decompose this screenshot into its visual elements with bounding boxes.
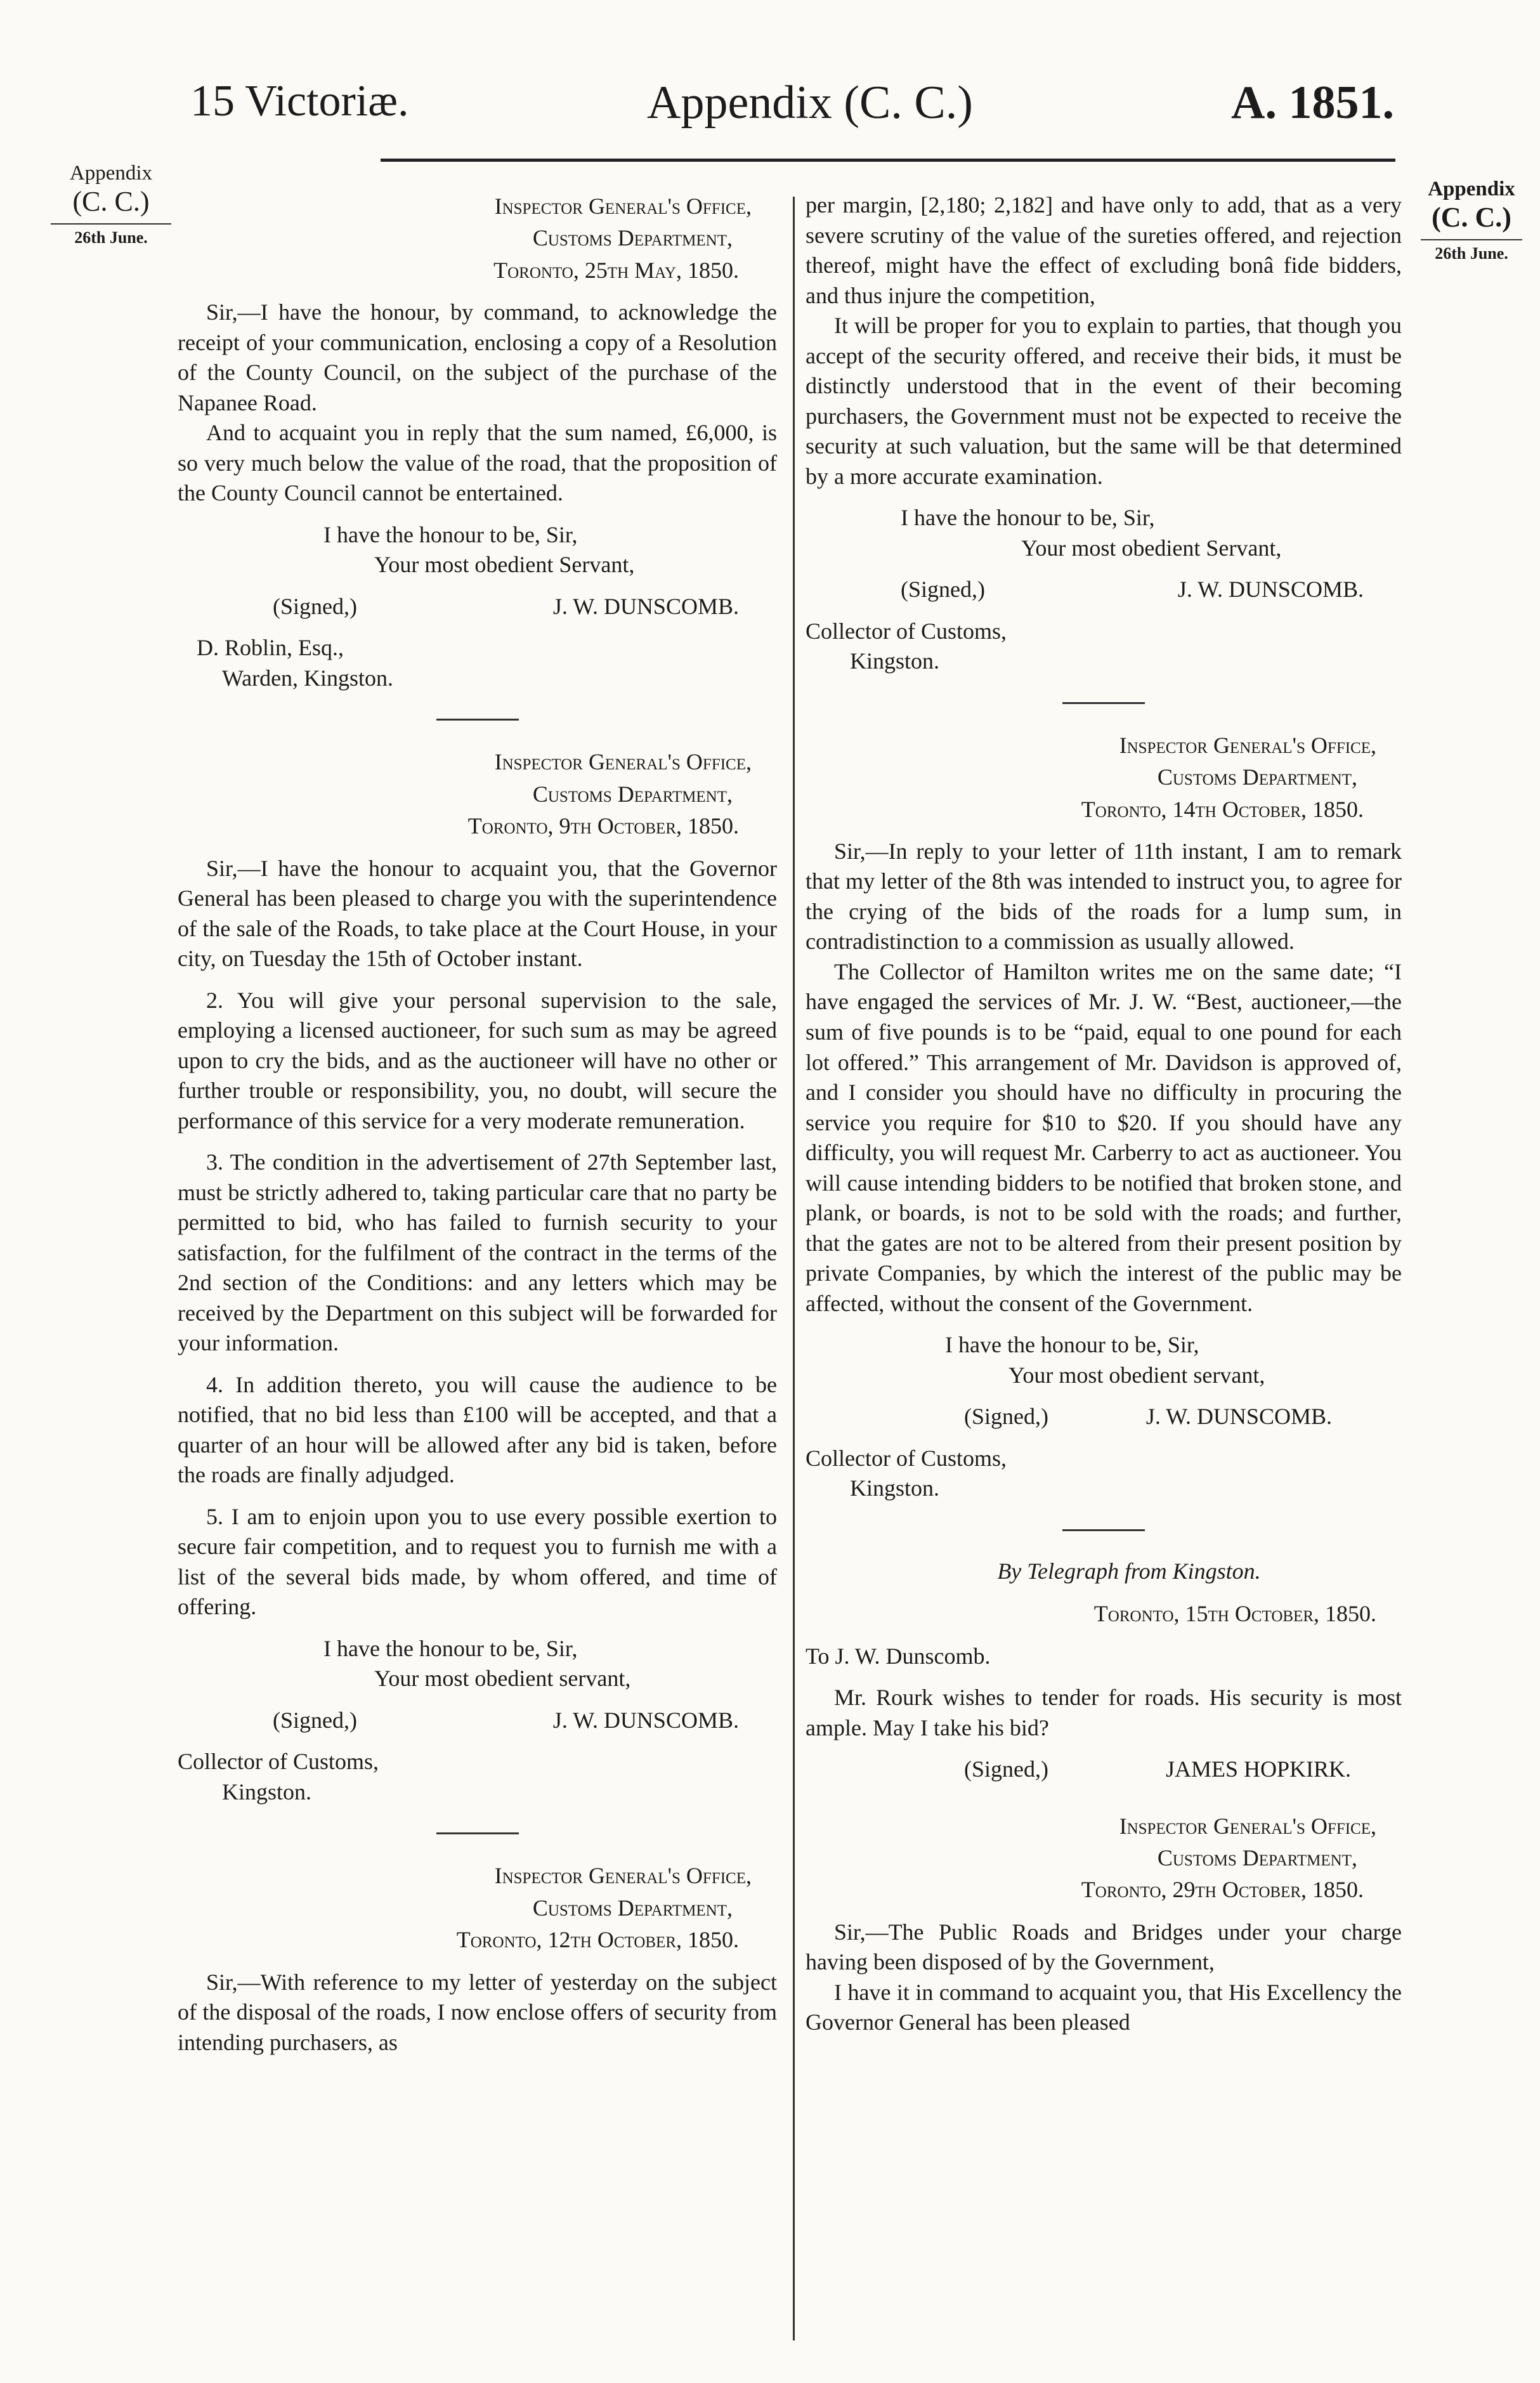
letter-paragraph: 3. The condition in the advertisement of 27th September last, must be strictly adhered to, taking particular care that no party be permitted to bid, who has failed to furnish security to your satisfaction, for the fulfilment of the contract in the terms of the 2nd section of the Conditions: and any letters which may be received by the Department on this subject will be forwarded for your information.: [178, 1149, 777, 1356]
signer-name: J. W. DUNSCOMB.: [1177, 577, 1364, 603]
margin-note-date: 26th June.: [74, 228, 148, 247]
signed-label: (Signed,): [964, 1756, 1048, 1782]
letter-heading: [806, 1810, 1402, 1906]
signer-name: JAMES HOPKIRK.: [1165, 1756, 1351, 1782]
heading-department: Customs Department,: [532, 225, 733, 251]
margin-note-label: Appendix: [1428, 178, 1515, 200]
signed-label: (Signed,): [273, 1707, 357, 1733]
closing-servant: Your most obedient Servant,: [374, 552, 635, 578]
letter-separator: [1062, 702, 1145, 704]
letter-9-october: [178, 746, 777, 1807]
letter-heading: [178, 190, 777, 286]
letter-heading: [806, 729, 1402, 825]
header-session: 15 Victoriæ.: [190, 77, 409, 126]
letter-paragraph: Sir,—I have the honour to acquaint you, that the Governor General has been pleased to charge you with the superintendence of the sale of the Roads, to take place at the Court House, in your city, on Tuesday the 15th of October instant.: [178, 855, 777, 972]
heading-date: Toronto, 15th October, 1850.: [1093, 1601, 1376, 1627]
left-column: [178, 190, 777, 2058]
margin-note-rule: [51, 223, 171, 225]
telegraph-date: [806, 1598, 1402, 1629]
margin-note-code: (C. C.): [1432, 201, 1511, 233]
closing-servant: Your most obedient Servant,: [1021, 535, 1282, 561]
closing-line: I have the honour to be, Sir,: [323, 521, 578, 547]
closing-line: I have the honour to be, Sir,: [323, 1635, 578, 1661]
letter-29-october: [806, 1810, 1402, 2038]
letter-paragraph: 2. You will give your personal supervision to the sale, employing a licensed auctioneer, for such sum as may be agreed upon to cry the bids, and as the auctioneer will have no other or further trouble or responsibility, you, no doubt, will secure the performance of this service for a very moderate remuneration.: [178, 987, 777, 1133]
letter-paragraph: Sir,—In reply to your letter of 11th instant, I am to remark that my letter of the 8th was intended to instruct you, to agree for the crying of the bids of the roads for a lump sum, in contradistinction to a commission as usually allowed.: [806, 838, 1402, 955]
signature: [806, 1402, 1402, 1432]
addressee-title: Collector of Customs,: [178, 1749, 379, 1775]
addressee-place: Kingston.: [850, 1475, 940, 1501]
margin-note-date: 26th June.: [1435, 244, 1508, 263]
addressee-place: Kingston.: [222, 1779, 312, 1805]
addressee-title: Warden, Kingston.: [222, 665, 394, 691]
letter-25-may: [178, 190, 777, 693]
right-column: [806, 190, 1402, 2038]
heading-office: Inspector General's Office,: [494, 1863, 752, 1889]
letter-separator: [436, 1832, 519, 1834]
heading-date: Toronto, 9th October, 1850.: [467, 813, 739, 839]
addressee-title: Collector of Customs,: [806, 618, 1007, 644]
letter-12-october: [178, 1860, 777, 2058]
heading-department: Customs Department,: [1157, 764, 1357, 790]
margin-note-right: [1414, 178, 1529, 263]
telegraph-message: [806, 1557, 1402, 1785]
closing-servant: Your most obedient servant,: [1008, 1362, 1265, 1388]
heading-department: Customs Department,: [532, 781, 733, 807]
heading-date: Toronto, 29th October, 1850.: [1081, 1877, 1364, 1903]
letter-separator: [1062, 1529, 1145, 1531]
signature: [806, 1754, 1402, 1785]
heading-date: Toronto, 12th October, 1850.: [456, 1927, 739, 1953]
header-year: A. 1851.: [1231, 77, 1394, 129]
heading-department: Customs Department,: [1157, 1845, 1357, 1871]
signed-label: (Signed,): [901, 577, 985, 603]
signer-name: J. W. DUNSCOMB.: [552, 593, 739, 619]
signed-label: (Signed,): [273, 593, 357, 619]
closing-servant: Your most obedient servant,: [374, 1666, 631, 1692]
heading-date: Toronto, 14th October, 1850.: [1081, 796, 1364, 822]
signer-name: J. W. DUNSCOMB.: [1145, 1404, 1332, 1430]
letter-paragraph: It will be proper for you to explain to parties, that though you accept of the security offered, and receive their bids, it must be distinctly understood that in the event of their becoming purchasers, the Government must not be expected to receive the security at such valuation, but the same will be that determined by a more accurate examination.: [806, 313, 1402, 489]
letter-paragraph: And to acquaint you in reply that the sum named, £6,000, is so very much below the value of the road, that the proposition of the County Council cannot be entertained.: [178, 420, 777, 506]
letter-heading: [178, 746, 777, 842]
letter-paragraph: Sir,—I have the honour, by command, to acknowledge the receipt of your communication, enclosing a copy of a Resolution of the County Council, on the subject of the purchase of the Napanee Road.: [178, 299, 777, 415]
signature: [178, 1706, 777, 1736]
heading-office: Inspector General's Office,: [494, 193, 752, 219]
letter-14-october: [806, 729, 1402, 1504]
header-appendix: Appendix (C. C.): [647, 77, 973, 129]
letter-paragraph: per margin, [2,180; 2,182] and have only to add, that as a very severe scrutiny of the value of the sureties offered, and rejection thereof, might have the effect of excluding bonâ fide bidders, and thus injure the competition,: [806, 192, 1402, 308]
heading-office: Inspector General's Office,: [1119, 1813, 1376, 1839]
heading-office: Inspector General's Office,: [494, 749, 752, 775]
addressee-name: D. Roblin, Esq.,: [197, 635, 344, 661]
letter-paragraph: 5. I am to enjoin upon you to use every possible exertion to secure fair competition, and to request you to furnish me with a list of the several bids made, by whom offered, and time of offering.: [178, 1503, 777, 1620]
signature: [178, 592, 777, 622]
signer-name: J. W. DUNSCOMB.: [552, 1707, 739, 1733]
margin-note-code: (C. C.): [72, 185, 150, 217]
heading-date: Toronto, 25th May, 1850.: [493, 257, 739, 283]
margin-note-rule: [1421, 239, 1522, 240]
heading-office: Inspector General's Office,: [1119, 732, 1376, 758]
margin-note-label: Appendix: [69, 162, 153, 185]
header-rule: [381, 159, 1395, 162]
letter-heading: [178, 1860, 777, 1955]
letter-12-october-continued: [806, 190, 1402, 677]
signature: [806, 575, 1402, 605]
letter-paragraph: Sir,—The Public Roads and Bridges under your charge having been disposed of by the Government,: [806, 1919, 1402, 1975]
margin-note-left: [44, 162, 178, 247]
letter-paragraph: I have it in command to acquaint you, that His Excellency the Governor General has been pleased: [806, 1979, 1402, 2035]
letter-paragraph: The Collector of Hamilton writes me on the same date; “I have engaged the services of Mr. J. W. “Best, auctioneer,—the sum of five pounds is to be “paid, equal to one pound for each lot offered.” This arrangement of Mr. Davidson is approved of, and I consider you should have no difficulty in procuring the service you require for $10 to $20. If you should have any difficulty, you will request Mr. Carberry to act as auctioneer. You will cause intending bidders to be notified that broken stone, and plank, or boards, is not to be sold with the roads; and further, that the gates are not to be altered from their present position by private Companies, by which the interest of the public may be affected, without the consent of the Government.: [806, 958, 1402, 1316]
closing-line: I have the honour to be, Sir,: [945, 1332, 1199, 1358]
letter-separator: [436, 719, 519, 721]
signed-label: (Signed,): [964, 1404, 1048, 1430]
letter-paragraph: 4. In addition thereto, you will cause the audience to be notified, that no bid less than £100 will be accepted, and that a quarter of an hour will be allowed after any bid is taken, before the roads are finally adjudged.: [178, 1371, 777, 1488]
telegraph-body: Mr. Rourk wishes to tender for roads. His security is most ample. May I take his bid?: [806, 1685, 1402, 1740]
telegraph-recipient: To J. W. Dunscomb.: [806, 1643, 991, 1669]
letter-paragraph: Sir,—With reference to my letter of yesterday on the subject of the disposal of the roads, I now enclose offers of security from intending purchasers, as: [178, 1969, 777, 2055]
closing-line: I have the honour to be, Sir,: [901, 505, 1155, 531]
addressee-title: Collector of Customs,: [806, 1445, 1007, 1471]
column-divider: [793, 197, 795, 2341]
telegraph-title: By Telegraph from Kingston.: [997, 1558, 1261, 1584]
heading-department: Customs Department,: [532, 1895, 733, 1921]
addressee-place: Kingston.: [850, 648, 940, 674]
